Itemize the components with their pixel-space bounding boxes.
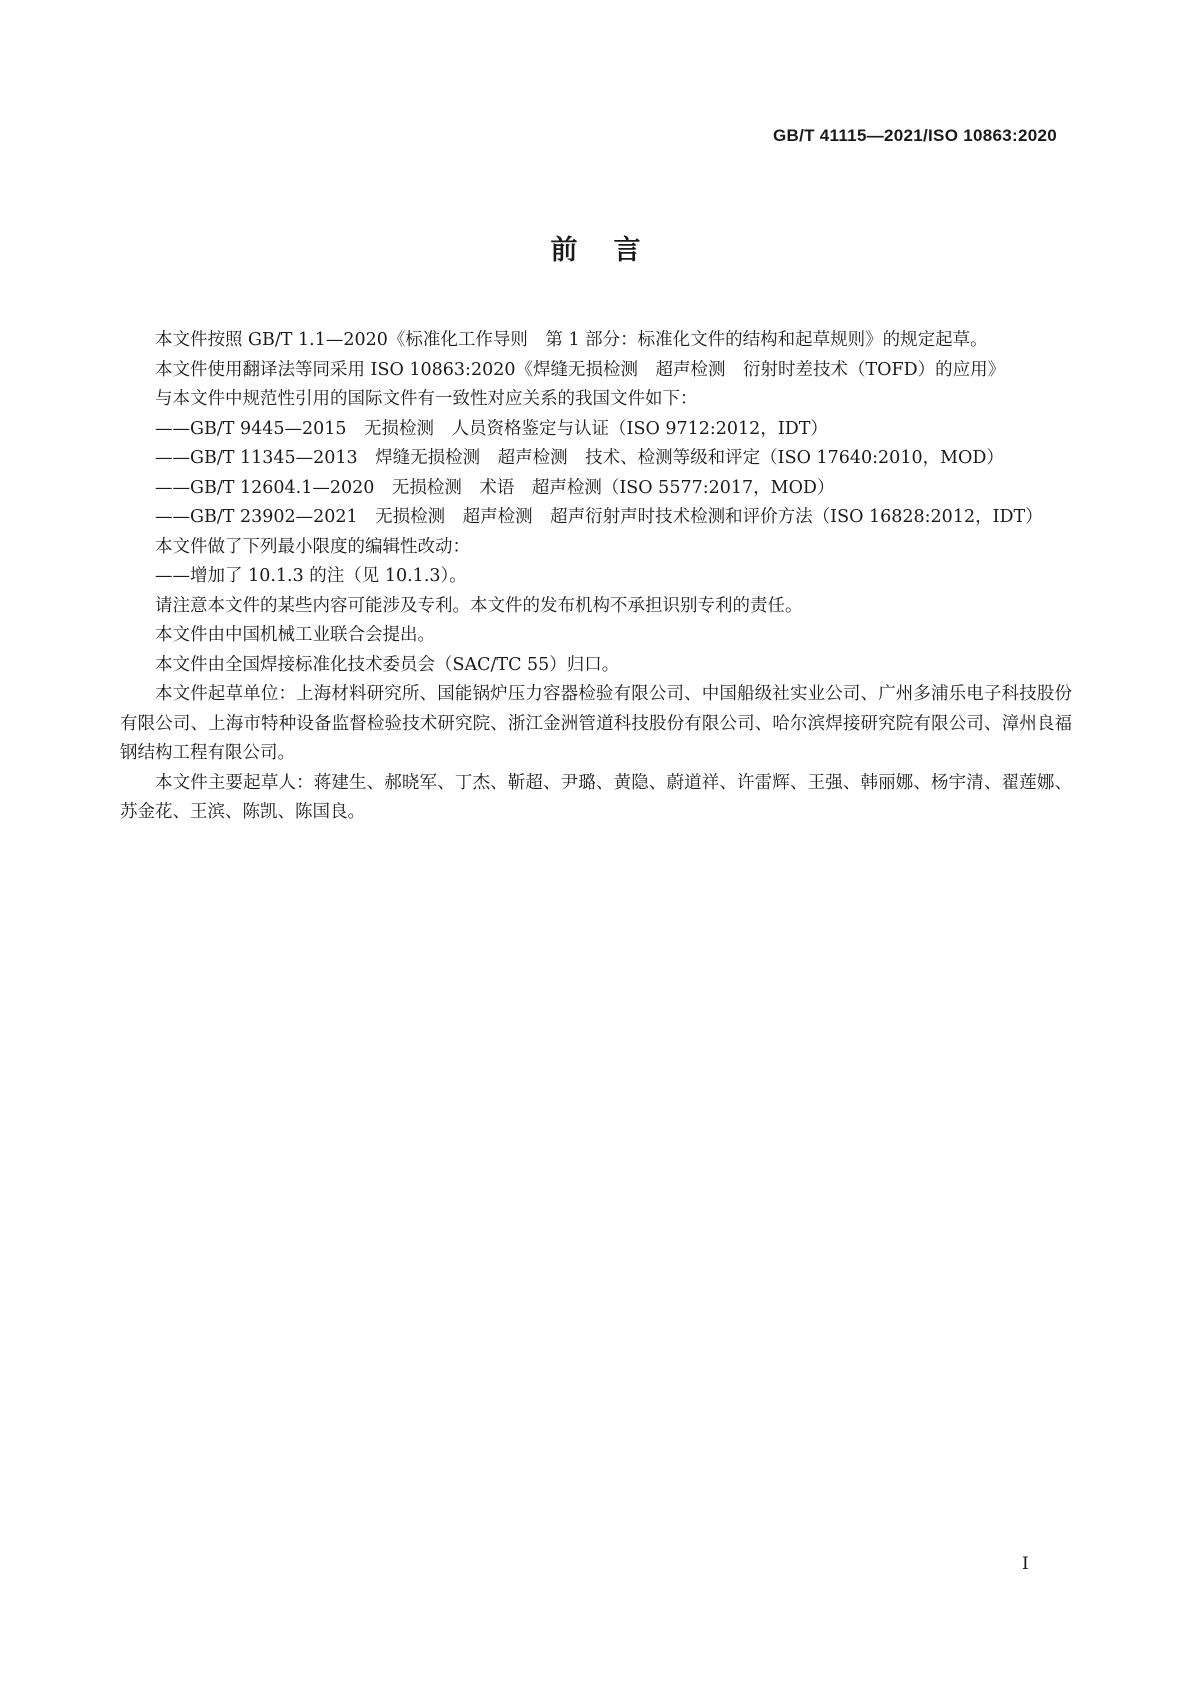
paragraph-proposed-by: 本文件由中国机械工业联合会提出。 (155, 625, 435, 645)
paragraph-editorial-changes: 本文件做了下列最小限度的编辑性改动： (155, 536, 470, 557)
page-title: 前言 (550, 235, 677, 266)
standard-code-header: GB/T 41115—2021/ISO 10863:2020 (772, 126, 1057, 145)
foreword-body (120, 326, 1072, 828)
paragraph-patent-notice: 请注意本文件的某些内容可能涉及专利。本文件的发布机构不承担识别专利的责任。 (155, 595, 803, 616)
paragraph-managed-by: 本文件由全国焊接标准化技术委员会（SAC/TC 55）归口。 (155, 654, 620, 675)
paragraph-references-intro: 与本文件中规范性引用的国际文件有一致性对应关系的我国文件如下： (155, 389, 698, 409)
change-item: ——增加了 10.1.3 的注（见 10.1.3）。 (155, 566, 467, 586)
paragraph-drafters: 本文件主要起草人：蒋建生、郝晓军、丁杰、靳超、尹璐、黄隐、蔚道祥、许雷辉、王强、韩丽娜、杨宇清、翟莲娜、苏金花、王滨、陈凯、陈国良。 (120, 772, 1072, 822)
reference-item: ——GB/T 11345—2013 焊缝无损检测 超声检测 技术、检测等级和评定（ISO 17640:2010，MOD） (155, 448, 1004, 468)
paragraph-adoption: 本文件使用翻译法等同采用 ISO 10863:2020《焊缝无损检测 超声检测 衍射时差技术（TOFD）的应用》 (155, 359, 1006, 380)
paragraph-drafting-organizations: 本文件起草单位：上海材料研究所、国能锅炉压力容器检验有限公司、中国船级社实业公司、广州多浦乐电子科技股份有限公司、上海市特种设备监督检验技术研究院、浙江金洲管道科技股份有限公司、哈尔滨焊接研究院有限公司、漳州良福钢结构工程有限公司。 (120, 684, 1072, 763)
reference-item: ——GB/T 23902—2021 无损检测 超声检测 超声衍射声时技术检测和评价方法（ISO 16828:2012，IDT） (155, 507, 1043, 527)
reference-item: ——GB/T 9445—2015 无损检测 人员资格鉴定与认证（ISO 9712:2012，IDT） (155, 418, 828, 439)
paragraph-drafting-rules: 本文件按照 GB/T 1.1—2020《标准化工作导则 第 1 部分：标准化文件的结构和起草规则》的规定起草。 (155, 330, 988, 350)
reference-item: ——GB/T 12604.1—2020 无损检测 术语 超声检测（ISO 5577:2017，MOD） (155, 477, 835, 498)
page-number: I (1022, 1554, 1029, 1574)
